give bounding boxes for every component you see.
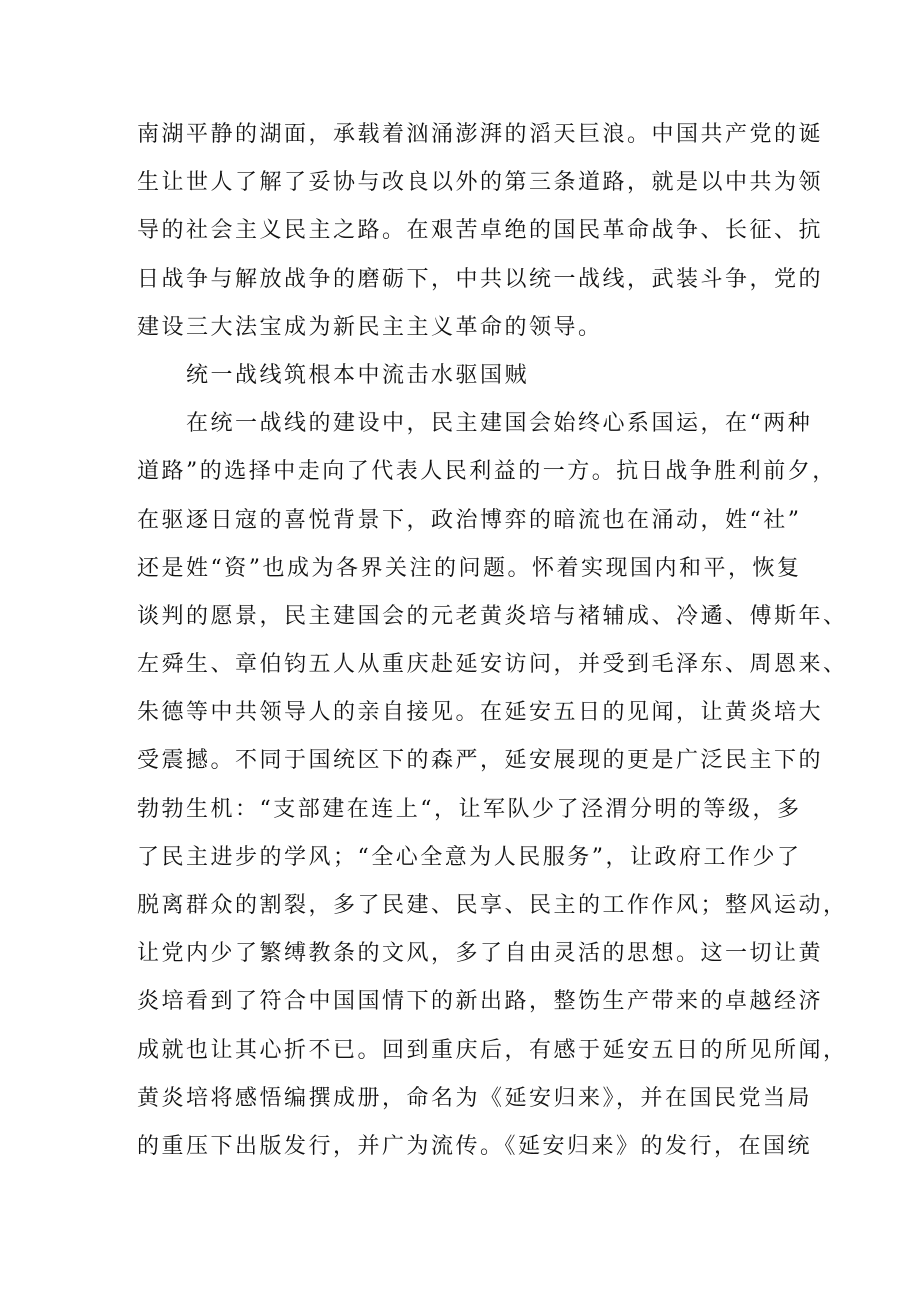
text-line: 道路”的选择中走向了代表人民利益的一方。抗日战争胜利前夕， (137, 459, 837, 485)
text-line: 了民主进步的学风；“全心全意为人民服务”，让政府工作少了 (137, 844, 802, 870)
text-line: 朱德等中共领导人的亲自接见。在延安五日的见闻，让黄炎培大 (137, 700, 824, 726)
text-line: 在驱逐日寇的喜悦背景下，政治博弈的暗流也在涌动，姓“社” (137, 507, 802, 533)
text-line: 日战争与解放战争的磨砺下，中共以统一战线，武装斗争，党的 (137, 266, 824, 292)
text-line: 受震撼。不同于国统区下的森严，延安展现的更是广泛民主下的 (137, 748, 824, 774)
text-line: 生让世人了解了妥协与改良以外的第三条道路，就是以中共为领 (137, 170, 824, 196)
paragraph-2 (137, 400, 848, 1171)
text-line: 在统一战线的建设中，民主建国会始终心系国运，在“两种 (186, 411, 813, 437)
paragraph-1 (137, 111, 824, 352)
text-line: 勃勃生机：“支部建在连上“，让军队少了泾渭分明的等级，多 (137, 796, 802, 822)
section-heading: 统一战线筑根本中流击水驱国贼 (186, 362, 530, 388)
text-line: 的重压下出版发行，并广为流传。《延安归来》的发行，在国统 (137, 1133, 813, 1159)
text-line: 让党内少了繁缚教条的文风，多了自由灵活的思想。这一切让黄 (137, 941, 824, 967)
document-page (137, 111, 848, 1171)
text-line: 左舜生、章伯钧五人从重庆赴延安访问，并受到毛泽东、周恩来、 (137, 652, 848, 678)
text-line: 成就也让其心折不已。回到重庆后，有感于延安五日的所见所闻， (137, 1037, 848, 1063)
text-line: 脱离群众的割裂，多了民建、民享、民主的工作作风；整风运动， (137, 893, 848, 918)
text-line: 还是姓“资”也成为各界关注的问题。怀着实现国内和平，恢复 (137, 555, 802, 581)
text-line: 建设三大法宝成为新民主主义革命的领导。 (137, 314, 603, 340)
text-line: 导的社会主义民主之路。在艰苦卓绝的国民革命战争、长征、抗 (137, 218, 824, 244)
text-line: 炎培看到了符合中国国情下的新出路，整饬生产带来的卓越经济 (137, 989, 824, 1015)
text-line: 谈判的愿景，民主建国会的元老黄炎培与褚辅成、冷遹、傅斯年、 (137, 603, 848, 629)
text-line: 南湖平静的湖面，承载着汹涌澎湃的滔天巨浪。中国共产党的诞 (137, 122, 824, 147)
text-line: 黄炎培将感悟编撰成册，命名为《延安归来》，并在国民党当局 (137, 1085, 813, 1111)
